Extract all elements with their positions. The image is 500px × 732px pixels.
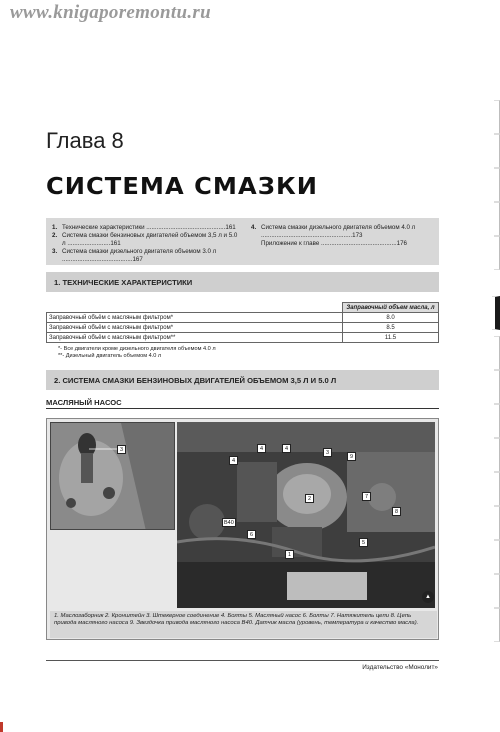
toc-number [251, 240, 261, 248]
toc-entry[interactable]: 1. Технические характеристики ..............................................161 [52, 224, 236, 231]
table-cell-label: Заправочный объём с масляным фильтром* [47, 313, 343, 323]
edge-tab [494, 574, 500, 608]
subsection-divider [46, 408, 439, 409]
table-cell-label: Заправочный объём с масляным фильтром** [47, 333, 343, 343]
toc-entry[interactable]: 4. Система смазки дизельного двигателя объемом 4.0 л .....................................................173 [251, 224, 416, 240]
table-row [47, 313, 439, 323]
toc-column-left [52, 224, 240, 264]
toc-title: Система смазки дизельного двигателя объемом 4.0 л [261, 224, 416, 231]
callout-label: 9 [347, 452, 356, 461]
footnote: *- Все двигатели кроме дизельного двигателя объемом 4.0 л [58, 346, 216, 352]
toc-entry[interactable]: 3. Система смазки дизельного двигателя объемом 3.0 л .........................................167 [52, 248, 217, 264]
toc-column-right [251, 224, 434, 248]
publisher-logo-icon: ▲ [422, 591, 434, 603]
callout-label: 3 [117, 445, 126, 454]
corner-mark [0, 722, 3, 732]
toc-page: 176 [396, 240, 407, 248]
footer-divider [46, 660, 439, 661]
edge-tab [494, 100, 500, 134]
table-cell-value: 8.0 [343, 313, 439, 323]
toc-number: 1. [52, 224, 58, 231]
callout-label: 4 [229, 456, 238, 465]
toc-title: Технические характеристики [62, 224, 145, 231]
edge-tab [494, 472, 500, 506]
toc-page: 161 [225, 224, 236, 231]
callout-label: 8 [392, 507, 401, 516]
inset-photo-image [51, 423, 175, 530]
table-row [47, 333, 439, 343]
table-cell-value: 11.5 [343, 333, 439, 343]
subsection-heading: МАСЛЯНЫЙ НАСОС [46, 398, 122, 407]
edge-tab [494, 336, 500, 370]
edge-tab [494, 404, 500, 438]
table-footnotes [58, 346, 216, 361]
footnote: **- Дизельный двигатель объемом 4.0 л [58, 353, 162, 360]
figure-caption: 1. Маслозаборник 2. Кронштейн 3. Штекерное соединение 4. Болты 5. Масляный насос 6. Болты 7. Натяжитель цепи 8. Цепь привода масляного насоса 9. Звездочка привода масляного насоса B40. Датчик масла (уровень, температура и качество масла). [50, 611, 437, 638]
callout-label: 4 [282, 444, 291, 453]
edge-tab [494, 370, 500, 404]
edge-tab [494, 506, 500, 540]
toc-entry[interactable]: Приложение к главе ............................................176 [251, 240, 434, 248]
toc-number: 3. [52, 248, 58, 256]
edge-tab [494, 608, 500, 642]
callout-label: 1 [285, 550, 294, 559]
chapter-title: СИСТЕМА СМАЗКИ [46, 174, 319, 200]
table-of-contents [46, 218, 439, 265]
edge-tab [494, 202, 500, 236]
toc-page: 173 [352, 232, 363, 240]
oil-pump-figure [46, 418, 439, 640]
toc-page: 167 [132, 256, 143, 264]
inset-photo [50, 422, 175, 530]
toc-number: 2. [52, 232, 58, 240]
edge-tab [494, 134, 500, 168]
publisher-name: Издательство «Монолит» [362, 664, 438, 671]
table-cell-label: Заправочный объём с масляным фильтром* [47, 323, 343, 333]
edge-tab [494, 168, 500, 202]
callout-label: 7 [362, 492, 371, 501]
section-heading-2: 2. СИСТЕМА СМАЗКИ БЕНЗИНОВЫХ ДВИГАТЕЛЕЙ ОБЪЕМОМ 3,5 Л И 5.0 Л [46, 370, 439, 390]
table-header: Заправочный объем масла, л [343, 303, 439, 313]
toc-title: Система смазки дизельного двигателя объемом 3.0 л [62, 248, 217, 256]
callout-label: 4 [257, 444, 266, 453]
table-cell-value: 8.5 [343, 323, 439, 333]
callout-label: 5 [359, 538, 368, 547]
table-header-row [47, 303, 439, 313]
edge-tab [494, 540, 500, 574]
toc-page: 161 [110, 240, 121, 248]
section-heading-1: 1. ТЕХНИЧЕСКИЕ ХАРАКТЕРИСТИКИ [46, 272, 439, 292]
table-row [47, 323, 439, 333]
callout-label: 3 [323, 448, 332, 457]
callout-label: 2 [305, 494, 314, 503]
page-edge-tabs [486, 100, 500, 660]
edge-tab-active [492, 296, 500, 330]
toc-title: Система смазки бензиновых двигателей объемом 3,5 л и 5.0 л [62, 232, 238, 248]
toc-entry[interactable]: 2. Система смазки бензиновых двигателей объемом 3,5 л и 5.0 л .........................161 [52, 232, 238, 248]
oil-capacity-table [46, 302, 439, 343]
chapter-label: Глава 8 [46, 128, 124, 153]
toc-title: Приложение к главе [261, 240, 320, 248]
toc-number: 4. [251, 224, 257, 231]
site-watermark: www.knigaporemontu.ru [10, 2, 211, 23]
callout-label: B40 [224, 520, 234, 526]
callout-label: 6 [247, 530, 256, 539]
engine-photo [177, 422, 435, 608]
table-header-empty [47, 303, 343, 313]
edge-tab [494, 236, 500, 270]
edge-tab [494, 438, 500, 472]
